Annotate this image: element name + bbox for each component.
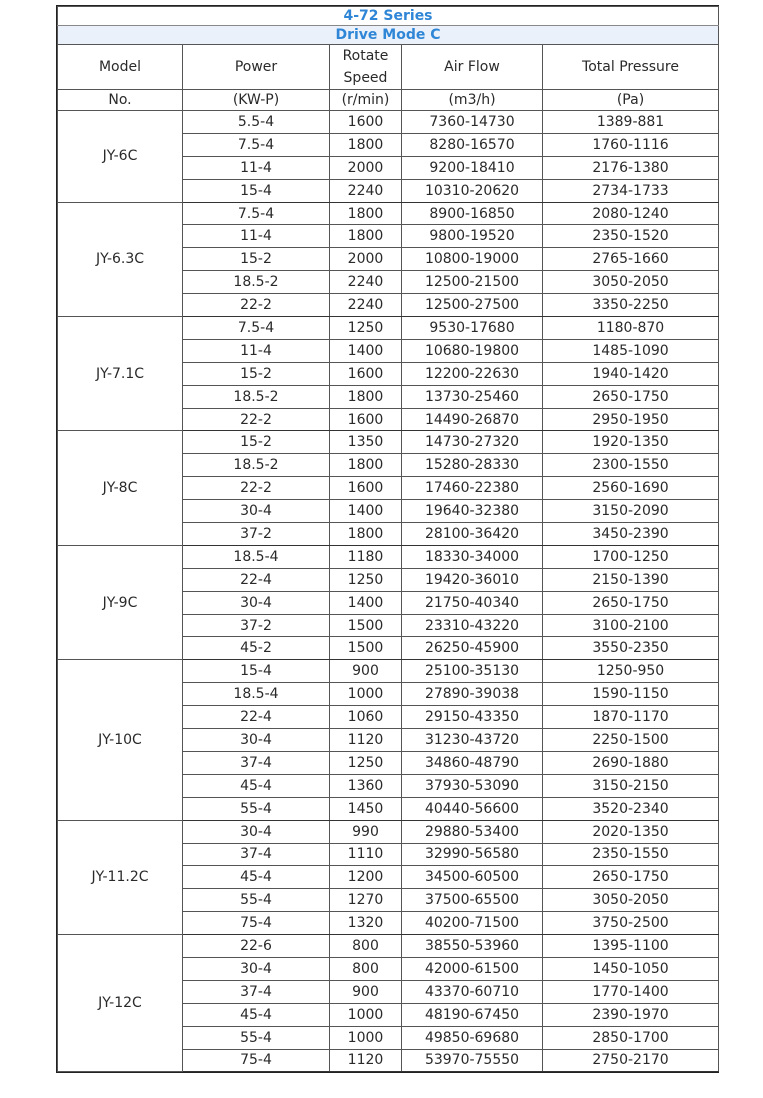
airflow-cell: 40200-71500 — [402, 912, 543, 935]
airflow-cell: 23310-43220 — [402, 614, 543, 637]
pressure-cell: 2950-1950 — [543, 408, 719, 431]
speed-cell: 1180 — [330, 545, 402, 568]
pressure-cell: 3450-2390 — [543, 523, 719, 546]
airflow-cell: 40440-56600 — [402, 797, 543, 820]
model-cell: JY-11.2C — [58, 820, 183, 934]
power-cell: 22-2 — [183, 477, 330, 500]
pressure-cell: 2350-1550 — [543, 843, 719, 866]
airflow-cell: 37500-65500 — [402, 889, 543, 912]
power-cell: 37-4 — [183, 843, 330, 866]
unit-power: (KW-P) — [183, 90, 330, 111]
pressure-cell: 1180-870 — [543, 317, 719, 340]
speed-cell: 1800 — [330, 225, 402, 248]
speed-cell: 1600 — [330, 362, 402, 385]
speed-cell: 1000 — [330, 1026, 402, 1049]
power-cell: 75-4 — [183, 912, 330, 935]
table-row — [58, 935, 719, 958]
speed-cell: 1400 — [330, 591, 402, 614]
pressure-cell: 2176-1380 — [543, 156, 719, 179]
airflow-cell: 26250-45900 — [402, 637, 543, 660]
pressure-cell: 2734-1733 — [543, 179, 719, 202]
power-cell: 15-2 — [183, 431, 330, 454]
airflow-cell: 37930-53090 — [402, 774, 543, 797]
unit-airflow: (m3/h) — [402, 90, 543, 111]
airflow-cell: 25100-35130 — [402, 660, 543, 683]
pressure-cell: 2650-1750 — [543, 591, 719, 614]
power-cell: 45-4 — [183, 1003, 330, 1026]
airflow-cell: 10310-20620 — [402, 179, 543, 202]
speed-cell: 1600 — [330, 111, 402, 134]
airflow-cell: 34500-60500 — [402, 866, 543, 889]
speed-cell: 1800 — [330, 454, 402, 477]
pressure-cell: 3750-2500 — [543, 912, 719, 935]
table-row — [58, 317, 719, 340]
airflow-cell: 32990-56580 — [402, 843, 543, 866]
power-cell: 45-2 — [183, 637, 330, 660]
pressure-cell: 1940-1420 — [543, 362, 719, 385]
speed-cell: 900 — [330, 980, 402, 1003]
unit-speed: (r/min) — [330, 90, 402, 111]
table-title: 4-72 Series — [58, 7, 719, 26]
power-cell: 45-4 — [183, 866, 330, 889]
airflow-cell: 9800-19520 — [402, 225, 543, 248]
speed-cell: 2240 — [330, 271, 402, 294]
pressure-cell: 2690-1880 — [543, 751, 719, 774]
speed-cell: 1120 — [330, 729, 402, 752]
speed-cell: 2240 — [330, 294, 402, 317]
airflow-cell: 48190-67450 — [402, 1003, 543, 1026]
pressure-cell: 1395-1100 — [543, 935, 719, 958]
power-cell: 75-4 — [183, 1049, 330, 1072]
airflow-cell: 14730-27320 — [402, 431, 543, 454]
speed-cell: 1600 — [330, 408, 402, 431]
power-cell: 55-4 — [183, 889, 330, 912]
power-cell: 15-2 — [183, 248, 330, 271]
model-cell: JY-10C — [58, 660, 183, 820]
power-cell: 7.5-4 — [183, 317, 330, 340]
pressure-cell: 3100-2100 — [543, 614, 719, 637]
header-model: Model — [58, 45, 183, 90]
airflow-cell: 9530-17680 — [402, 317, 543, 340]
pressure-cell: 2850-1700 — [543, 1026, 719, 1049]
speed-cell: 2000 — [330, 156, 402, 179]
airflow-cell: 31230-43720 — [402, 729, 543, 752]
speed-cell: 1270 — [330, 889, 402, 912]
table-row — [58, 431, 719, 454]
power-cell: 15-2 — [183, 362, 330, 385]
power-cell: 18.5-2 — [183, 271, 330, 294]
speed-cell: 1400 — [330, 339, 402, 362]
pressure-cell: 3520-2340 — [543, 797, 719, 820]
model-cell: JY-8C — [58, 431, 183, 545]
pressure-cell: 2650-1750 — [543, 866, 719, 889]
pressure-cell: 2350-1520 — [543, 225, 719, 248]
speed-cell: 1500 — [330, 637, 402, 660]
speed-cell: 1500 — [330, 614, 402, 637]
power-cell: 30-4 — [183, 729, 330, 752]
airflow-cell: 12200-22630 — [402, 362, 543, 385]
speed-cell: 1800 — [330, 133, 402, 156]
power-cell: 22-4 — [183, 706, 330, 729]
speed-cell: 1360 — [330, 774, 402, 797]
power-cell: 45-4 — [183, 774, 330, 797]
power-cell: 18.5-4 — [183, 545, 330, 568]
speed-cell: 900 — [330, 660, 402, 683]
airflow-cell: 19640-32380 — [402, 500, 543, 523]
speed-cell: 1800 — [330, 385, 402, 408]
spec-sheet — [56, 5, 719, 1073]
pressure-cell: 3150-2150 — [543, 774, 719, 797]
pressure-cell: 1250-950 — [543, 660, 719, 683]
pressure-cell: 1450-1050 — [543, 957, 719, 980]
power-cell: 22-6 — [183, 935, 330, 958]
speed-cell: 1110 — [330, 843, 402, 866]
speed-cell: 1450 — [330, 797, 402, 820]
model-cell: JY-6C — [58, 111, 183, 203]
table-row — [58, 111, 719, 134]
model-cell: JY-12C — [58, 935, 183, 1072]
power-cell: 22-2 — [183, 294, 330, 317]
table-subtitle: Drive Mode C — [58, 26, 719, 45]
power-cell: 22-4 — [183, 568, 330, 591]
power-cell: 18.5-4 — [183, 683, 330, 706]
speed-cell: 1600 — [330, 477, 402, 500]
pressure-cell: 2020-1350 — [543, 820, 719, 843]
power-cell: 7.5-4 — [183, 202, 330, 225]
fan-spec-table — [57, 6, 719, 1072]
power-cell: 37-4 — [183, 751, 330, 774]
unit-pressure: (Pa) — [543, 90, 719, 111]
table-row — [58, 820, 719, 843]
airflow-cell: 10800-19000 — [402, 248, 543, 271]
speed-cell: 800 — [330, 957, 402, 980]
power-cell: 37-4 — [183, 980, 330, 1003]
pressure-cell: 1389-881 — [543, 111, 719, 134]
speed-cell: 1250 — [330, 568, 402, 591]
speed-cell: 1250 — [330, 317, 402, 340]
airflow-cell: 19420-36010 — [402, 568, 543, 591]
speed-cell: 1250 — [330, 751, 402, 774]
airflow-cell: 10680-19800 — [402, 339, 543, 362]
power-cell: 15-4 — [183, 179, 330, 202]
pressure-cell: 2390-1970 — [543, 1003, 719, 1026]
airflow-cell: 34860-48790 — [402, 751, 543, 774]
airflow-cell: 12500-27500 — [402, 294, 543, 317]
power-cell: 15-4 — [183, 660, 330, 683]
airflow-cell: 12500-21500 — [402, 271, 543, 294]
pressure-cell: 2150-1390 — [543, 568, 719, 591]
power-cell: 11-4 — [183, 225, 330, 248]
power-cell: 22-2 — [183, 408, 330, 431]
speed-cell: 1320 — [330, 912, 402, 935]
power-cell: 30-4 — [183, 500, 330, 523]
airflow-cell: 15280-28330 — [402, 454, 543, 477]
pressure-cell: 2650-1750 — [543, 385, 719, 408]
power-cell: 55-4 — [183, 1026, 330, 1049]
power-cell: 55-4 — [183, 797, 330, 820]
pressure-cell: 1485-1090 — [543, 339, 719, 362]
pressure-cell: 2300-1550 — [543, 454, 719, 477]
pressure-cell: 3050-2050 — [543, 271, 719, 294]
pressure-cell: 2560-1690 — [543, 477, 719, 500]
speed-cell: 1400 — [330, 500, 402, 523]
pressure-cell: 1760-1116 — [543, 133, 719, 156]
pressure-cell: 1590-1150 — [543, 683, 719, 706]
pressure-cell: 2750-2170 — [543, 1049, 719, 1072]
airflow-cell: 7360-14730 — [402, 111, 543, 134]
airflow-cell: 29150-43350 — [402, 706, 543, 729]
pressure-cell: 1870-1170 — [543, 706, 719, 729]
pressure-cell: 3150-2090 — [543, 500, 719, 523]
header-airflow: Air Flow — [402, 45, 543, 90]
speed-cell: 2000 — [330, 248, 402, 271]
airflow-cell: 28100-36420 — [402, 523, 543, 546]
pressure-cell: 1920-1350 — [543, 431, 719, 454]
power-cell: 37-2 — [183, 523, 330, 546]
power-cell: 30-4 — [183, 957, 330, 980]
table-row — [58, 202, 719, 225]
speed-cell: 1000 — [330, 683, 402, 706]
airflow-cell: 9200-18410 — [402, 156, 543, 179]
speed-cell: 2240 — [330, 179, 402, 202]
header-speed: Rotate Speed — [330, 45, 402, 90]
table-row — [58, 545, 719, 568]
speed-cell: 1120 — [330, 1049, 402, 1072]
unit-model: No. — [58, 90, 183, 111]
model-cell: JY-6.3C — [58, 202, 183, 316]
power-cell: 18.5-2 — [183, 454, 330, 477]
speed-cell: 1060 — [330, 706, 402, 729]
airflow-cell: 43370-60710 — [402, 980, 543, 1003]
pressure-cell: 3550-2350 — [543, 637, 719, 660]
speed-cell: 1000 — [330, 1003, 402, 1026]
airflow-cell: 13730-25460 — [402, 385, 543, 408]
power-cell: 18.5-2 — [183, 385, 330, 408]
power-cell: 30-4 — [183, 591, 330, 614]
airflow-cell: 53970-75550 — [402, 1049, 543, 1072]
speed-cell: 1800 — [330, 523, 402, 546]
airflow-cell: 21750-40340 — [402, 591, 543, 614]
airflow-cell: 14490-26870 — [402, 408, 543, 431]
speed-cell: 800 — [330, 935, 402, 958]
power-cell: 5.5-4 — [183, 111, 330, 134]
airflow-cell: 27890-39038 — [402, 683, 543, 706]
airflow-cell: 38550-53960 — [402, 935, 543, 958]
airflow-cell: 29880-53400 — [402, 820, 543, 843]
airflow-cell: 17460-22380 — [402, 477, 543, 500]
pressure-cell: 2250-1500 — [543, 729, 719, 752]
header-power: Power — [183, 45, 330, 90]
speed-cell: 1200 — [330, 866, 402, 889]
power-cell: 11-4 — [183, 339, 330, 362]
airflow-cell: 8900-16850 — [402, 202, 543, 225]
pressure-cell: 1700-1250 — [543, 545, 719, 568]
airflow-cell: 42000-61500 — [402, 957, 543, 980]
speed-cell: 990 — [330, 820, 402, 843]
table-row — [58, 660, 719, 683]
airflow-cell: 49850-69680 — [402, 1026, 543, 1049]
power-cell: 37-2 — [183, 614, 330, 637]
pressure-cell: 2765-1660 — [543, 248, 719, 271]
header-pressure: Total Pressure — [543, 45, 719, 90]
airflow-cell: 8280-16570 — [402, 133, 543, 156]
pressure-cell: 3050-2050 — [543, 889, 719, 912]
pressure-cell: 2080-1240 — [543, 202, 719, 225]
power-cell: 7.5-4 — [183, 133, 330, 156]
pressure-cell: 3350-2250 — [543, 294, 719, 317]
pressure-cell: 1770-1400 — [543, 980, 719, 1003]
speed-cell: 1350 — [330, 431, 402, 454]
power-cell: 11-4 — [183, 156, 330, 179]
airflow-cell: 18330-34000 — [402, 545, 543, 568]
speed-cell: 1800 — [330, 202, 402, 225]
model-cell: JY-7.1C — [58, 317, 183, 431]
model-cell: JY-9C — [58, 545, 183, 659]
power-cell: 30-4 — [183, 820, 330, 843]
